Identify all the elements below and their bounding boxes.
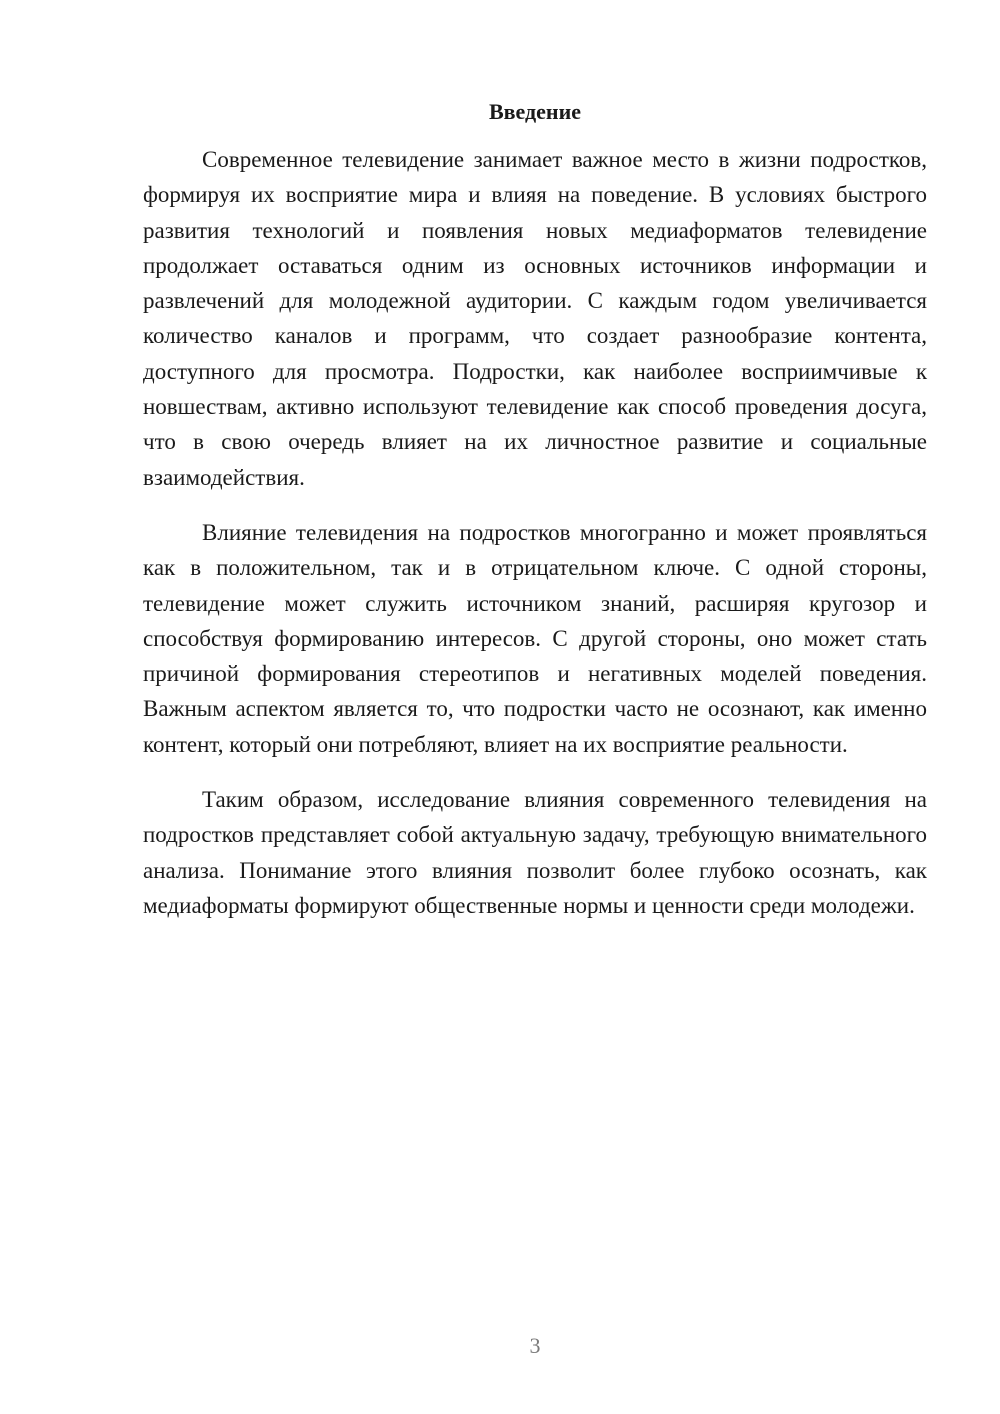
section-title: Введение [488,99,582,124]
paragraph-2: Влияние телевидения на подростков многогранно и может проявляться как в положительном, так и в отрицательном ключе. С одной стороны, телевидение может служить источником знаний, расширяя кругозор и способствуя формированию интересов. С другой стороны, оно может стать причиной формирования стереотипов и негативных моделей поведения. Важным аспектом является то, что подростки часто не осознают, как именно контент, который они потребляют, влияет на их восприятие реальности. [143,519,927,757]
paragraph-3: Таким образом, исследование влияния современного телевидения на подростков представляет собой актуальную задачу, требующую внимательного анализа. Понимание этого влияния позволит более глубоко осознать, как медиаформаты формируют общественные нормы и ценности среди молодежи. [143,787,927,918]
page-number: 3 [529,1333,541,1358]
body-text [143,142,927,923]
paragraph-1: Современное телевидение занимает важное место в жизни подростков, формируя их восприятие мира и влияя на поведение. В условиях быстрого развития технологий и появления новых медиаформатов телевидение продолжает оставаться одним из основных источников информации и развлечений для молодежной аудитории. С каждым годом увеличивается количество каналов и программ, что создает разнообразие контента, доступного для просмотра. Подростки, как наиболее восприимчивые к новшествам, активно используют телевидение как способ проведения досуга, что в свою очередь влияет на их личностное развитие и социальные взаимодействия. [143,147,927,490]
